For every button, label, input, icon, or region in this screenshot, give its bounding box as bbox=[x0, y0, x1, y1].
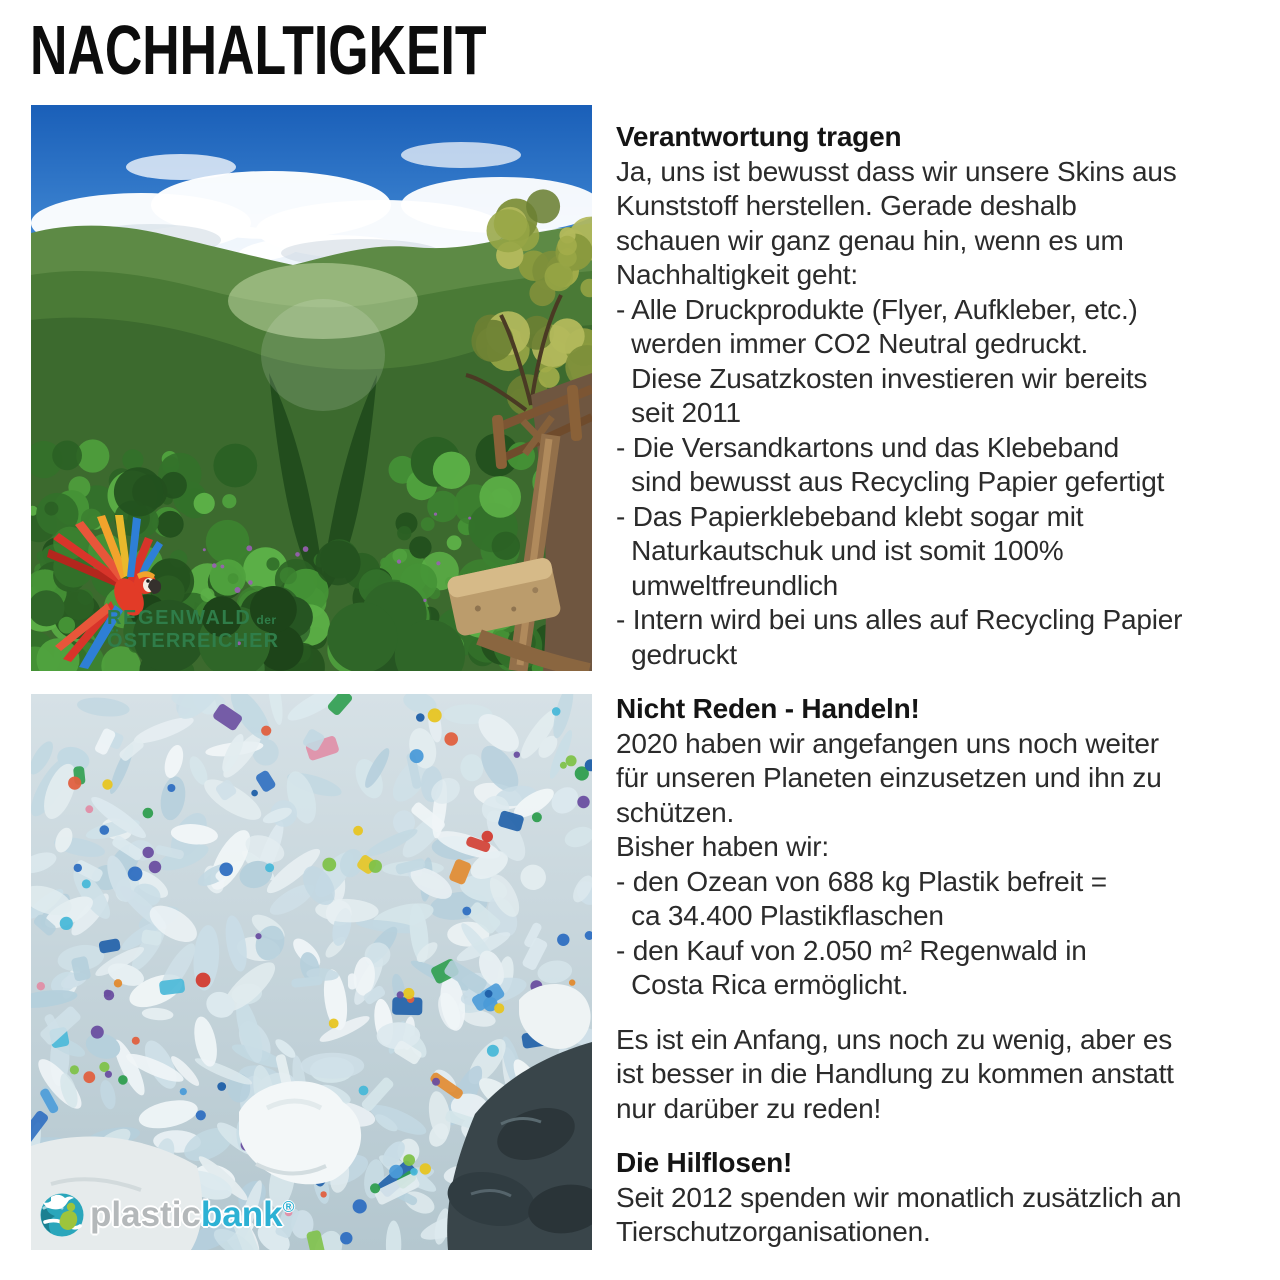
section-verantwortung-tragen bbox=[616, 120, 1280, 672]
text-line: Tierschutzorganisationen. bbox=[616, 1216, 931, 1247]
text-line: Naturkautschuk und ist somit 100% bbox=[616, 535, 1064, 566]
plasticbank-word-plastic: plastic bbox=[90, 1195, 201, 1234]
plasticbank-wordmark bbox=[90, 1195, 294, 1235]
text-line: Bisher haben wir: bbox=[616, 831, 829, 862]
regenwald-logo-line1 bbox=[107, 608, 279, 631]
text-line: für unseren Planeten einzusetzen und ihn zu bbox=[616, 762, 1162, 793]
regenwald-der-text: der bbox=[256, 613, 277, 627]
text-line: umweltfreundlich bbox=[616, 569, 839, 601]
regenwald-text: REGENWALD bbox=[107, 607, 252, 629]
text-line: sind bewusst aus Recycling Papier gefertigt bbox=[616, 466, 1165, 497]
section-heading: Die Hilflosen! bbox=[616, 1147, 793, 1178]
text-line: Diese Zusatzkosten investieren wir bereits bbox=[616, 362, 1148, 394]
text-line: ist besser in die Handlung zu kommen anstatt bbox=[616, 1058, 1174, 1089]
section-es-ist-ein-anfang bbox=[616, 1023, 1280, 1127]
text-line: ca 34.400 Plastikflaschen bbox=[616, 900, 944, 931]
plasticbank-word-bank: bank bbox=[200, 1195, 283, 1234]
rainforest-scene bbox=[31, 105, 592, 671]
text-line: Kunststoff herstellen. Gerade deshalb bbox=[616, 190, 1077, 221]
section-nicht-reden-handeln bbox=[616, 692, 1280, 1003]
text-line: - Intern wird bei uns alles auf Recycling Papier bbox=[616, 604, 1183, 635]
text-line: schützen. bbox=[616, 796, 735, 828]
section-body bbox=[616, 1181, 1280, 1250]
text-line: gedruckt bbox=[616, 638, 737, 670]
plastic-bottles-photo bbox=[31, 694, 592, 1250]
text-line: Costa Rica ermöglicht. bbox=[616, 969, 909, 1000]
section-die-hilflosen bbox=[616, 1146, 1280, 1250]
regenwald-logo bbox=[107, 608, 279, 652]
page-title: NACHHALTIGKEIT bbox=[30, 11, 487, 89]
text-line: - Alle Druckprodukte (Flyer, Aufkleber, etc.) bbox=[616, 293, 1138, 325]
text-line: Ja, uns ist bewusst dass wir unsere Skins aus bbox=[616, 155, 1177, 187]
section-body bbox=[616, 155, 1280, 673]
text-line: - den Kauf von 2.050 m² Regenwald in bbox=[616, 934, 1087, 966]
text-line: Nachhaltigkeit geht: bbox=[616, 259, 858, 290]
text-line: - den Ozean von 688 kg Plastik befreit = bbox=[616, 865, 1107, 897]
text-line: - Die Versandkartons und das Klebeband bbox=[616, 431, 1119, 463]
text-line: - Das Papierklebeband klebt sogar mit bbox=[616, 500, 1084, 532]
text-line: 2020 haben wir angefangen uns noch weiter bbox=[616, 727, 1159, 759]
plastic-bottles-scene bbox=[31, 694, 592, 1250]
text-line: Seit 2012 spenden wir monatlich zusätzlich an bbox=[616, 1181, 1182, 1213]
text-line: seit 2011 bbox=[616, 397, 741, 428]
rainforest-photo bbox=[31, 105, 592, 671]
text-line: schauen wir ganz genau hin, wenn es um bbox=[616, 224, 1124, 256]
registered-trademark-icon: ® bbox=[282, 1199, 295, 1216]
regenwald-logo-line2: ÖSTERREICHER bbox=[107, 630, 280, 652]
section-body bbox=[616, 1023, 1280, 1127]
plasticbank-icon bbox=[39, 1192, 85, 1238]
text-line: werden immer CO2 Neutral gedruckt. bbox=[616, 328, 1089, 359]
plasticbank-logo bbox=[39, 1192, 294, 1238]
text-line: nur darüber zu reden! bbox=[616, 1092, 882, 1124]
text-column bbox=[616, 120, 1280, 1250]
section-heading: Verantwortung tragen bbox=[616, 121, 902, 152]
text-line: Es ist ein Anfang, uns noch zu wenig, aber es bbox=[616, 1023, 1173, 1055]
section-body bbox=[616, 727, 1280, 1003]
section-heading: Nicht Reden - Handeln! bbox=[616, 693, 920, 724]
